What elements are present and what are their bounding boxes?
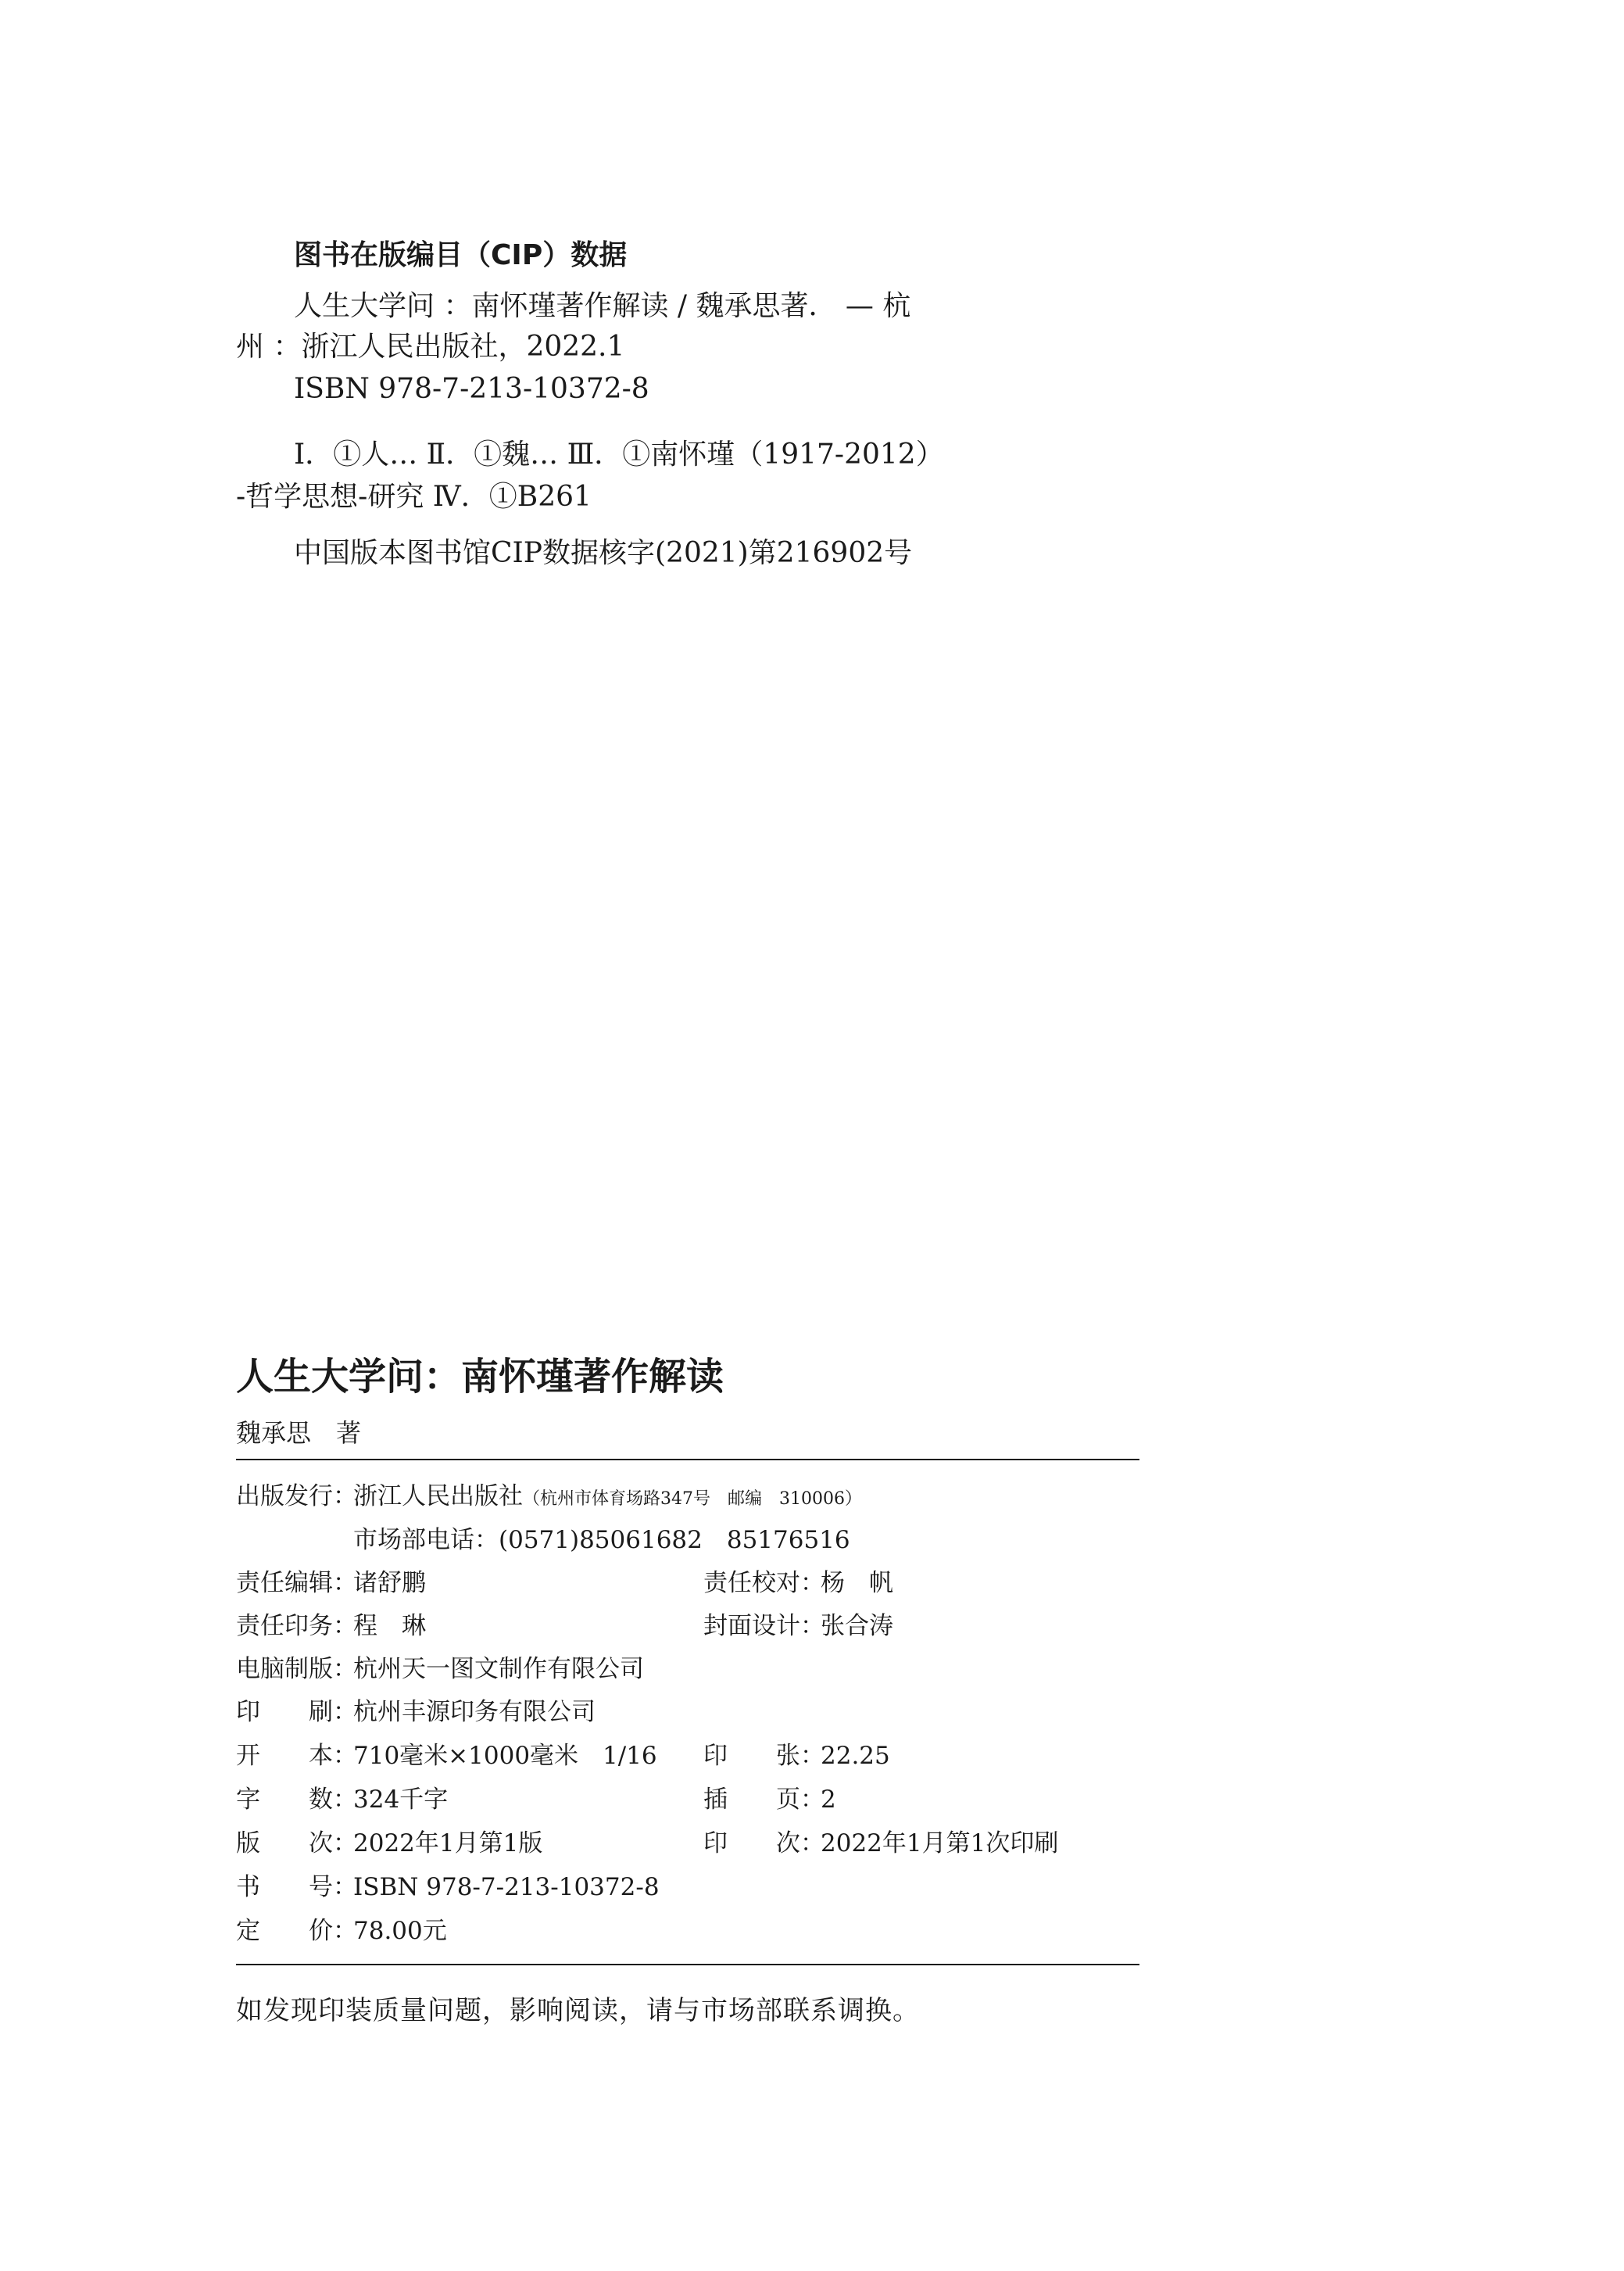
typeset: 杭州天一图文制作有限公司 bbox=[353, 1655, 644, 1683]
plates: 2 bbox=[821, 1786, 836, 1814]
cover-label: 封面设计： bbox=[703, 1612, 825, 1640]
format: 710毫米×1000毫米 1/16 bbox=[353, 1742, 657, 1770]
cip-classification-line1: Ⅰ．①人… Ⅱ．①魏… Ⅲ．①南怀瑾（1917-2012） bbox=[294, 439, 944, 471]
book-author: 魏承思 著 bbox=[236, 1418, 362, 1448]
cip-heading: 图书在版编目（CIP）数据 bbox=[294, 239, 628, 271]
editor: 诸舒鹏 bbox=[353, 1569, 426, 1597]
price: 78.00元 bbox=[353, 1917, 447, 1945]
impression-label: 印 次： bbox=[703, 1829, 825, 1857]
print-manager-row bbox=[236, 1610, 426, 1642]
editor-row bbox=[236, 1567, 426, 1599]
printing-row bbox=[236, 1696, 596, 1728]
cip-classification-line2: -哲学思想-研究 Ⅳ．①B261 bbox=[236, 481, 592, 513]
cip-number: 中国版本图书馆CIP数据核字(2021)第216902号 bbox=[294, 537, 913, 569]
plates-label: 插 页： bbox=[703, 1786, 825, 1814]
words-label: 字 数： bbox=[236, 1786, 357, 1814]
publisher-row bbox=[236, 1481, 862, 1515]
phone-row: 市场部电话：(0571)85061682 85176516 bbox=[353, 1526, 850, 1554]
typeset-label: 电脑制版： bbox=[236, 1655, 357, 1683]
isbn-row bbox=[236, 1872, 660, 1903]
proofreader-label: 责任校对： bbox=[703, 1569, 825, 1597]
edition-row bbox=[236, 1828, 542, 1859]
cover-design-row bbox=[703, 1610, 893, 1642]
cip-isbn: ISBN 978-7-213-10372-8 bbox=[294, 373, 649, 405]
words-row bbox=[236, 1784, 448, 1815]
cover-designer: 张合涛 bbox=[821, 1612, 893, 1640]
format-label: 开 本： bbox=[236, 1742, 357, 1770]
sheets-label: 印 张： bbox=[703, 1742, 825, 1770]
price-label: 定 价： bbox=[236, 1917, 357, 1945]
publisher-address: （杭州市体育场路347号 邮编 310006） bbox=[523, 1489, 862, 1509]
edition: 2022年1月第1版 bbox=[353, 1829, 543, 1857]
impression-row bbox=[703, 1828, 1058, 1859]
editor-label: 责任编辑： bbox=[236, 1569, 357, 1597]
printer: 杭州丰源印务有限公司 bbox=[353, 1698, 596, 1726]
bottom-rule bbox=[236, 1964, 1139, 1965]
book-title: 人生大学问：南怀瑾著作解读 bbox=[236, 1355, 724, 1399]
proofreader-row bbox=[703, 1567, 893, 1599]
print-manager-label: 责任印务： bbox=[236, 1612, 357, 1640]
isbn-label: 书 号： bbox=[236, 1873, 357, 1901]
impression: 2022年1月第1次印刷 bbox=[821, 1829, 1059, 1857]
cip-title-line: 人生大学问 ：南怀瑾著作解读 / 魏承思著． — 杭 bbox=[294, 290, 911, 322]
typeset-row bbox=[236, 1653, 644, 1685]
plates-row bbox=[703, 1784, 836, 1815]
proofreader: 杨 帆 bbox=[821, 1569, 893, 1597]
cip-publisher-line: 州 ：浙江人民出版社，2022.1 bbox=[236, 331, 625, 363]
edition-label: 版 次： bbox=[236, 1829, 357, 1857]
sheets: 22.25 bbox=[821, 1742, 890, 1770]
publisher-label: 出版发行： bbox=[236, 1482, 357, 1510]
print-manager: 程 琳 bbox=[353, 1612, 426, 1640]
price-row bbox=[236, 1915, 447, 1947]
quality-notice: 如发现印装质量问题，影响阅读，请与市场部联系调换。 bbox=[236, 1995, 920, 2026]
words: 324千字 bbox=[353, 1786, 449, 1814]
printing-label: 印 刷： bbox=[236, 1698, 357, 1726]
publisher: 浙江人民出版社 bbox=[353, 1482, 523, 1510]
format-row bbox=[236, 1740, 657, 1771]
sheets-row bbox=[703, 1740, 890, 1771]
top-rule bbox=[236, 1459, 1139, 1460]
isbn: ISBN 978-7-213-10372-8 bbox=[353, 1873, 660, 1901]
